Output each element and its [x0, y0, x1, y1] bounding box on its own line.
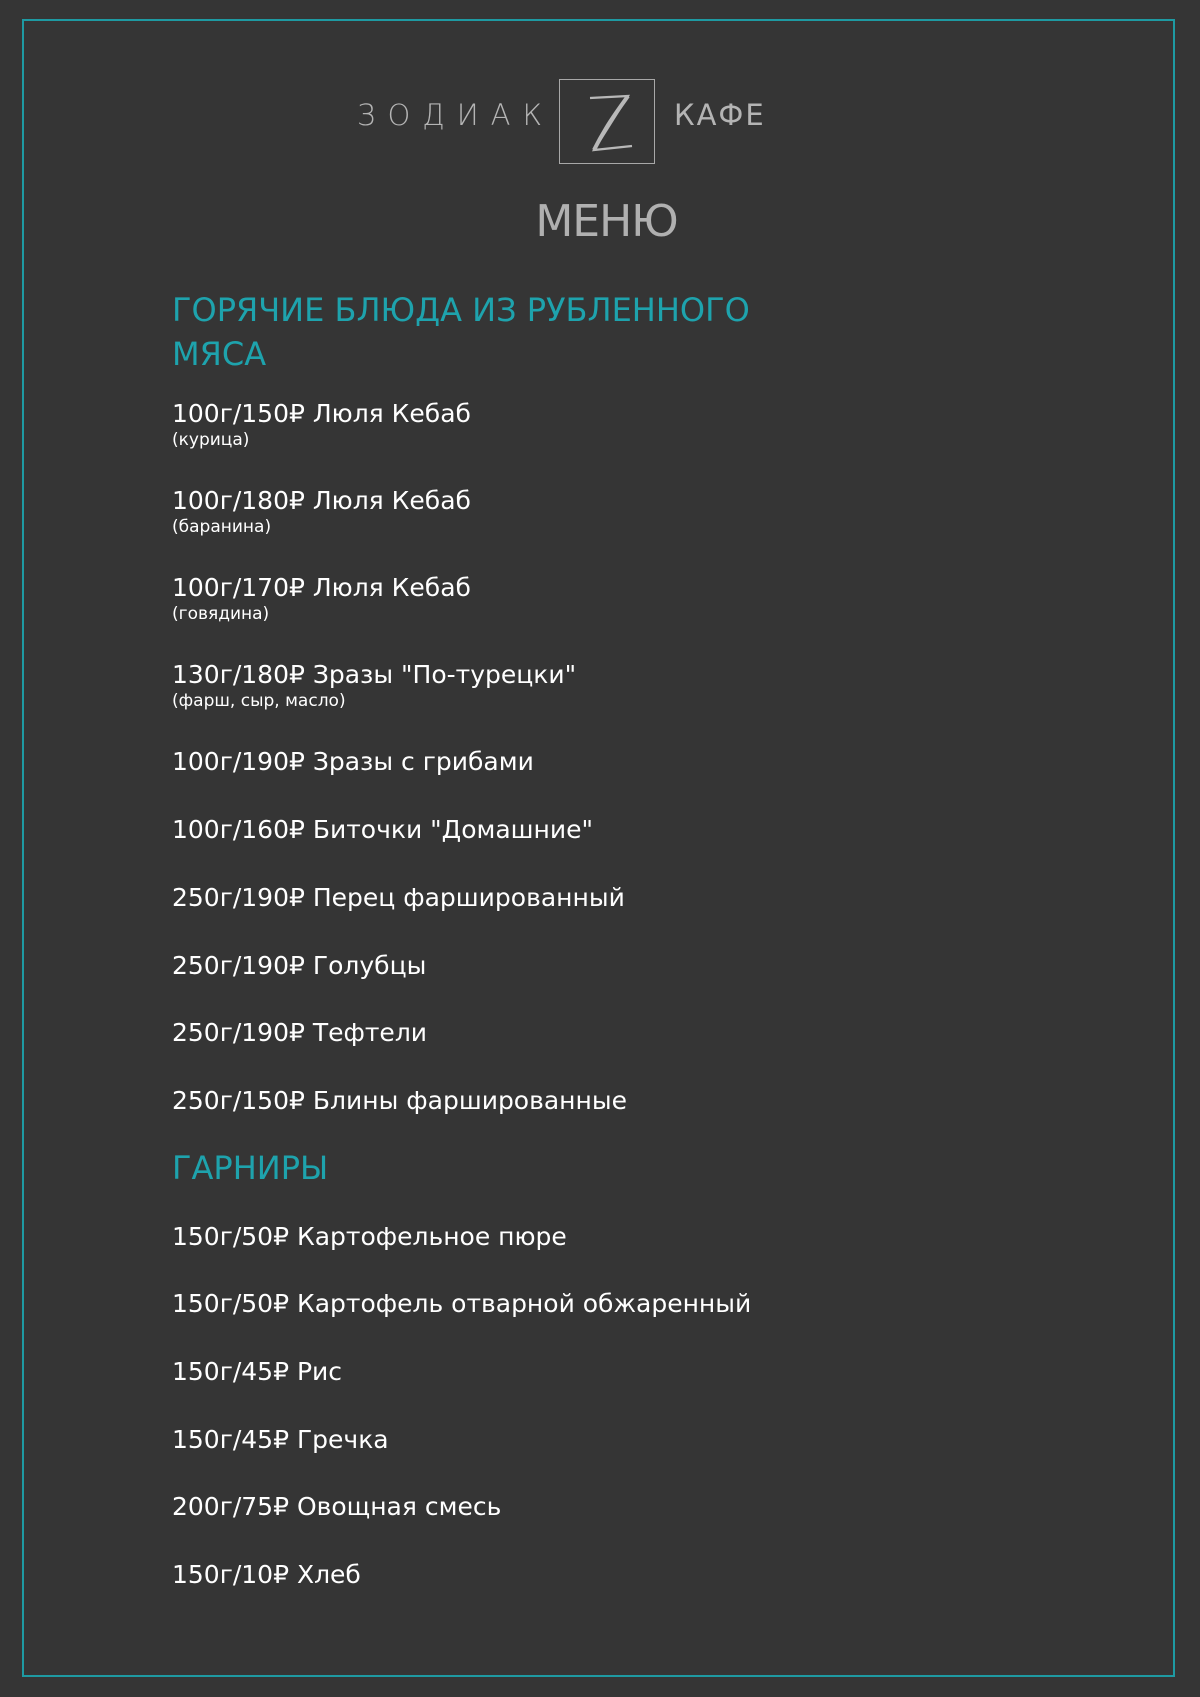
section-title-line: МЯСА — [172, 335, 267, 373]
menu-item — [172, 883, 625, 913]
menu-item-main: 100г/180₽ Люля Кебаб — [172, 486, 471, 515]
section-title-line: ГАРНИРЫ — [172, 1149, 329, 1187]
menu-item-main: 150г/45₽ Гречка — [172, 1425, 389, 1454]
menu-item — [172, 660, 576, 712]
logo-right-text: КАФЕ — [674, 98, 766, 132]
cafe-logo — [0, 79, 1200, 166]
menu-item-main: 130г/180₽ Зразы "По-турецки" — [172, 660, 577, 689]
menu-item-main: 250г/150₽ Блины фаршированные — [172, 1086, 627, 1115]
menu-item-main: 100г/160₽ Биточки "Домашние" — [172, 815, 594, 844]
menu-item — [172, 1492, 501, 1522]
logo-left-text: ЗОДИАК — [357, 98, 555, 132]
menu-item — [172, 1560, 361, 1590]
menu-item — [172, 486, 471, 538]
menu-item — [172, 1289, 751, 1319]
menu-item-main: 250г/190₽ Голубцы — [172, 951, 427, 980]
menu-item-main: 250г/190₽ Тефтели — [172, 1018, 428, 1047]
logo-mark — [559, 79, 655, 164]
menu-title: МЕНЮ — [535, 196, 678, 247]
menu-item-main: 150г/50₽ Картофель отварной обжаренный — [172, 1289, 752, 1318]
menu-item-main: 250г/190₽ Перец фаршированный — [172, 883, 625, 912]
menu-item-main: 100г/190₽ Зразы с грибами — [172, 747, 534, 776]
menu-item-main: 200г/75₽ Овощная смесь — [172, 1492, 502, 1521]
menu-item-main: 150г/45₽ Рис — [172, 1357, 343, 1386]
menu-item — [172, 1357, 342, 1387]
menu-item-sub: (говядина) — [172, 604, 270, 624]
menu-item-sub: (фарш, сыр, масло) — [172, 691, 346, 711]
menu-item-sub: (баранина) — [172, 517, 272, 537]
menu-item — [172, 1222, 567, 1252]
menu-item — [172, 747, 534, 777]
menu-item-main: 150г/50₽ Картофельное пюре — [172, 1222, 567, 1251]
section-title-hot-dishes — [172, 288, 872, 376]
menu-item-sub: (курица) — [172, 430, 250, 450]
menu-item — [172, 1425, 389, 1455]
menu-item — [172, 1018, 427, 1048]
menu-item-main: 100г/150₽ Люля Кебаб — [172, 399, 471, 428]
menu-item-main: 100г/170₽ Люля Кебаб — [172, 573, 471, 602]
menu-item — [172, 1086, 627, 1116]
section-title-sides — [172, 1146, 872, 1190]
menu-item — [172, 573, 471, 625]
menu-item — [172, 951, 426, 981]
menu-item-main: 150г/10₽ Хлеб — [172, 1560, 361, 1589]
menu-item — [172, 815, 593, 845]
section-title-line: ГОРЯЧИЕ БЛЮДА ИЗ РУБЛЕННОГО — [172, 291, 750, 329]
menu-item — [172, 399, 471, 451]
z-monogram-icon — [560, 80, 656, 165]
